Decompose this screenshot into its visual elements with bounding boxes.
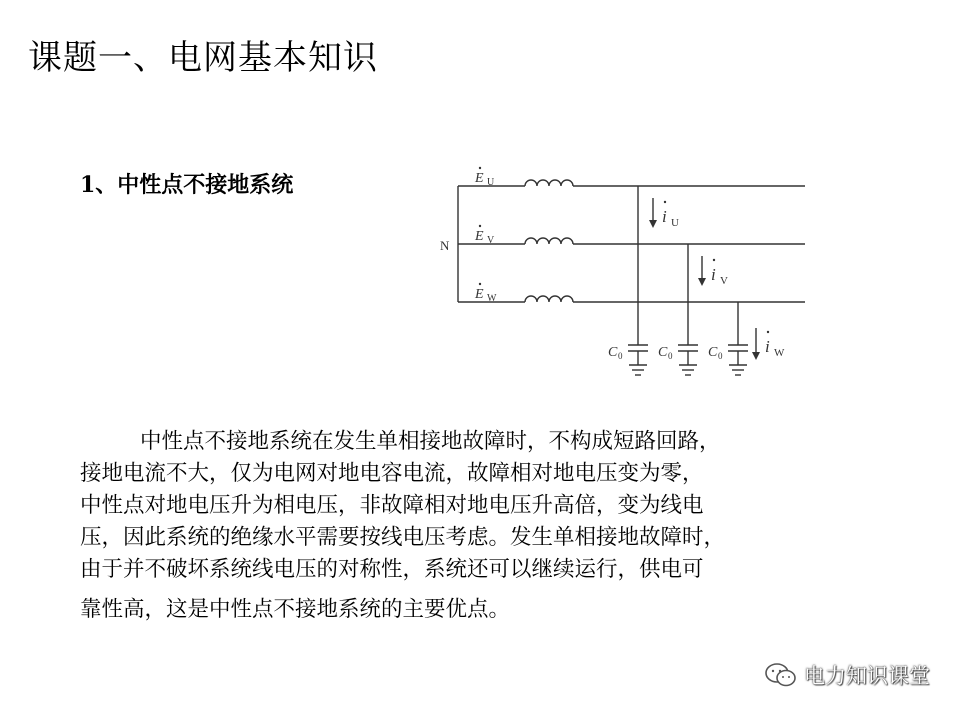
capacitor-u-subscript: 0 — [618, 351, 623, 361]
current-v-subscript: V — [720, 275, 728, 287]
emf-u-subscript: U — [487, 177, 495, 188]
current-w-symbol: i — [765, 337, 770, 356]
capacitor-v-subscript: 0 — [668, 351, 673, 361]
watermark — [764, 660, 930, 690]
body-line: 压，因此系统的绝缘水平需要按线电压考虑。发生单相接地故障时， — [80, 525, 726, 550]
section-heading: 1、中性点不接地系统 — [80, 172, 294, 198]
body-paragraph — [80, 426, 870, 626]
current-u-subscript: U — [671, 217, 679, 229]
body-line: 中性点不接地系统在发生单相接地故障时，不构成短路回路， — [140, 429, 721, 454]
emf-w-symbol: E — [475, 287, 484, 302]
body-line: 中性点对地电压升为相电压，非故障相对地电压升高倍，变为线电 — [80, 493, 704, 518]
body-line: 由于并不破坏系统线电压的对称性，系统还可以继续运行，供电可 — [80, 557, 704, 582]
ungrounded-neutral-circuit-diagram — [420, 150, 820, 390]
emf-w-subscript: W — [487, 293, 497, 304]
body-line: 靠性高，这是中性点不接地系统的主要优点。 — [80, 597, 511, 622]
watermark-text: 电力知识课堂 — [804, 664, 930, 688]
current-v-symbol: i — [711, 265, 716, 284]
emf-u-symbol: E — [475, 171, 484, 186]
body-line: 接地电流不大，仅为电网对地电容电流，故障相对地电压变为零， — [80, 461, 704, 486]
emf-v-subscript: V — [487, 235, 495, 246]
capacitor-w-subscript: 0 — [718, 351, 723, 361]
current-w-subscript: W — [774, 347, 785, 359]
neutral-label: N — [440, 238, 450, 253]
slide-title: 课题一、电网基本知识 — [28, 38, 378, 78]
current-u-symbol: i — [662, 207, 667, 226]
capacitor-u-symbol: C — [608, 345, 618, 360]
wechat-icon — [764, 662, 798, 688]
capacitor-v-symbol: C — [658, 345, 668, 360]
capacitor-w-symbol: C — [708, 345, 718, 360]
emf-v-symbol: E — [475, 229, 484, 244]
